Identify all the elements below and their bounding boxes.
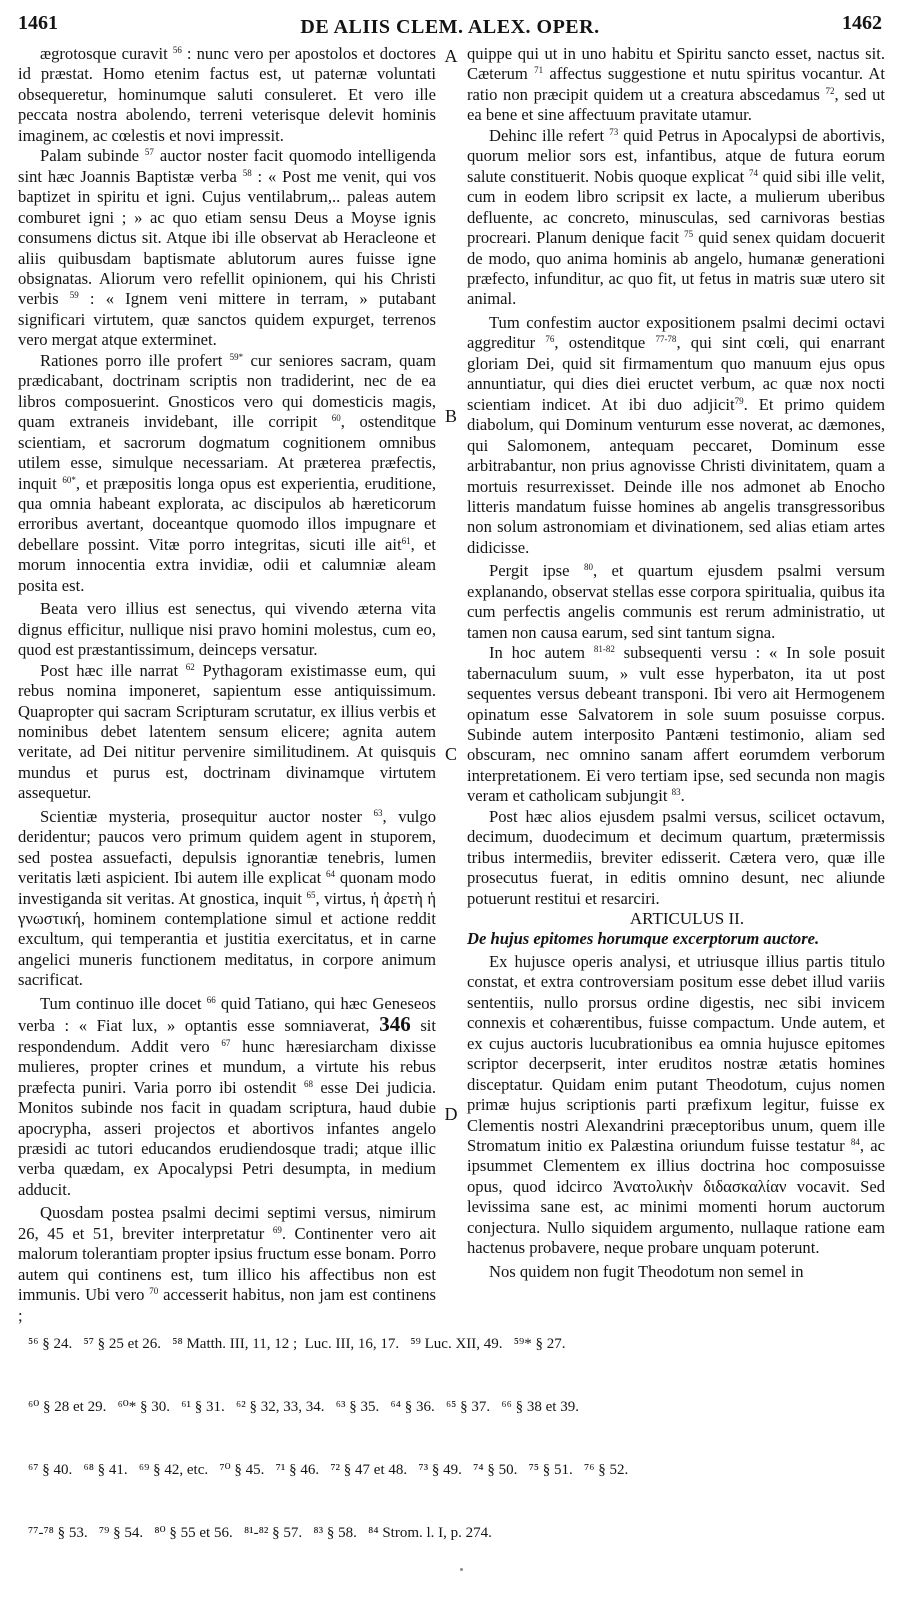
article-heading: ARTICULUS II.	[629, 909, 745, 929]
paragraph: ægrotosque curavit $^{56}$ : nunc vero per apostolos et doctores id præstat. Homo etenim factus est, ut paternæ voluntati obsequeretur, hominumque saluti consuleret. Et vero ille peccata nostra abolendo, terreni veterisque delevit hominis imaginem, ac cœlestis et novi impressit.	[18, 44, 436, 145]
paragraph: Quosdam postea psalmi decimi septimi versus, nimirum 26, 45 et 51, breviter interpretatur $^{69}$. Continenter vero ait malorum tolerantiam propter ipsius fructum esse bonam. Porro autem qui continens est, tum illico his affectibus non est immunis. Ubi vero $^{70}$ accesserit habitus, non jam est continens ;	[18, 1203, 436, 1325]
paragraph: Ex hujusce operis analysi, et utriusque illius partis titulo constat, et extra controversiam positum esse debet illud variis sententiis, nullo prorsus ordine digestis, nec sibi invicem connexis et cohærentibus, fuisse compactum. Unde autem, et ex cujus auctoris lucubrationibus ea omnia hujusce epitomes scriptor decerpserit, inter eruditos nostræ ætatis homines disceptatur. Quidam enim putant Theodotum, cujus nomen primæ hujus scriptionis parti præfixum legitur, fuisse ex Clementis nostri Alexandrini præceptoribus unum, quem ille Stromatum initio ex Palæstina oriundum fuisse testatur $^{84}$, ac ipsummet Clementem ex illius doctrina hoc composuisse opus, quod idcirco Ἀνατολικὴν διδασκαλίαν vocavit. Sed levissima sane est, ac minimi momenti horum auctorum conjectura. Nullo siquidem argumento, nullaque ratione eam hactenus probavere, neque probare unquam poterunt.	[467, 951, 885, 1258]
paragraph: Nos quidem non fugit Theodotum non semel in	[489, 1261, 804, 1281]
paragraph: Dehinc ille refert $^{73}$ quid Petrus in Apocalypsi de abortivis, quorum melior sors est, infantibus, atque de futura eorum salute constituerit. Nobis quoque explicat $^{74}$ quid sibi ille velit, cum in eodem libro scripsit ex lacte, a mulierum uberibus defluente, ac concreto, minusculas, sed carnivoras bestias procreari. Planum denique facit $^{75}$ quid senex quidam docuerit de modo, quo anima hominis ab angelo, humanæ generationi præfecto, infunditur, ac quo fit, ut fetus in matris suæ utero sit animal.	[467, 125, 886, 309]
page-signature-number: 346	[379, 1012, 411, 1037]
paragraph: Palam subinde $^{57}$ auctor noster facit quomodo intelligenda sint hæc Joannis Baptistæ verba $^{58}$ : « Post me venit, qui vos baptizet in spiritu et igni. Cujus ventilabrum,.. paleas autem comburet igni ; » ac quo etiam sensu Deus a Moyse ignis consumens dictus sit. Atque ibi ille observat ab Heracleone et aliis quibusdam baptismate ablutorum aures fuisse igne obsignatas. Aliorum vero refellit opinionem, qui his Christi verbis $^{59}$ : « Ignem veni mittere in terram, » putabant significari virtutem, quæ sanctos quidem expurget, terrenos vero mergat atque exterminet.	[18, 146, 436, 350]
paragraph: Tum confestim auctor expositionem psalmi decimi octavi aggreditur $^{76}$, ostenditque $^{77-78}$, qui sint cœli, qui enarrant gloriam Dei, quid sit firmamentum quo manuum ejus opus annuntiatur, qui dies diei eructet verbum, ac quæ nox nocti scientiam indicet. At ibi duo adjicit$^{79}$. Et primo quidem diabolum, qui Dominum venturum esse noverat, ac dæmones, qui Salomonem, antequam peccaret, Dominum esse arbitrabantur, non prius agnovisse Christi divinitatem, quam a mortuis resurrexisset. Deinde ille nos admonet ab Enocho litteris mandatum fuisse homines ab angelis transgressoribus non solum astronomiam et divinationem, sed alias etiam artes didicisse.	[467, 312, 886, 557]
margin-marker-b: B	[444, 406, 457, 426]
paragraph: Rationes porro ille profert $^{59*}$ cur seniores sacram, quam prædicabant, doctrinam scriptis non tradiderint, nec de ea libros composuerint. Gnosticos vero qui domesticis magis, quam extraneis invidebant, ille corripit $^{60}$, ostenditque scientiam, et sacrorum dogmatum cognitionem omnibus utilem esse, simulque necessariam. At præterea præfectis, inquit $^{60*}$, et præpositis longa opus est experientia, eruditione, qua omnia habeant explorata, ac discipulos ab hæreticorum erroribus avertant, doceantque quomodo illos impugnare et debellare possint. Vitæ porro integritas, sicuti ille ait$^{61}$, et morum innocentia extra invidiæ, odii et calumniæ aleam posita est.	[18, 350, 437, 595]
footnote-line: ⁵⁶ § 24. ⁵⁷ § 25 et 26. ⁵⁸ Matth. III, 11, 12 ; Luc. III, 16, 17. ⁵⁹ Luc. XII, 49. ⁵⁹* § 27.	[28, 1336, 566, 1352]
page-number-left: 1461	[18, 12, 58, 34]
footnote-line: ⁶⁷ § 40. ⁶⁸ § 41. ⁶⁹ § 42, etc. ⁷⁰ § 45. ⁷¹ § 46. ⁷² § 47 et 48. ⁷³ § 49. ⁷⁴ § 50. ⁷⁵ § 51. ⁷⁶ § 52.	[28, 1462, 629, 1478]
left-column	[18, 44, 437, 1325]
stray-dot	[460, 1568, 463, 1571]
footnotes	[28, 1292, 880, 1565]
page-header	[18, 8, 882, 40]
paragraph: Scientiæ mysteria, prosequitur auctor noster $^{63}$, vulgo deridentur; paucos vero primum quidem agent in stuporem, sed postea assuefacti, depulsis ignorantiæ tenebris, lumen veritatis læti aspicient. Ibi autem ille explicat $^{64}$ quonam modo investiganda sit veritas. At gnostica, inquit $^{65}$, virtus, ἡ ἀρετὴ ἡ γνωστική, hominem contemplatione simul et actione reddit excultum, qui temperantia et justitia exercitatus, et in carne angelici muneris functionem meditatus, in corpore animum sacrificat.	[18, 806, 436, 990]
paragraph: Pergit ipse $^{80}$, et quartum ejusdem psalmi versum explanando, observat stellas esse corpora spiritualia, quibus ita cum perfectis angelis communis est rerum administratio, ut tamen non causa earum, sed sint tantum signa.	[467, 561, 886, 642]
footnote-line: ⁶⁰ § 28 et 29. ⁶⁰* § 30. ⁶¹ § 31. ⁶² § 32, 33, 34. ⁶³ § 35. ⁶⁴ § 36. ⁶⁵ § 37. ⁶⁶ § 38 et 39.	[28, 1399, 579, 1415]
paragraph: quippe qui ut in uno habitu et Spiritu sancto esset, nactus sit. Cæterum $^{71}$ affectus suggestione et nutu spiritus vocantur. At ratio non præcipit quidem ut a creatura abscedamus $^{72}$, sed ut ea bene et sine affectuum pravitate utamur.	[467, 44, 885, 125]
paragraph: Post hæc alios ejusdem psalmi versus, scilicet octavum, decimum, duodecimum et decimum quartum, prætermissis tribus intermediis, breviter edisserit. Cætera vero, quæ ille prosecutus fuerat, in editis omnino desunt, nec aliunde potuerunt restitui et resarciri.	[467, 806, 885, 908]
margin-marker-c: C	[444, 744, 457, 764]
footnote-line: ⁷⁷-⁷⁸ § 53. ⁷⁹ § 54. ⁸⁰ § 55 et 56. ⁸¹-⁸² § 57. ⁸³ § 58. ⁸⁴ Strom. l. I, p. 274.	[28, 1525, 492, 1541]
margin-marker-d: D	[444, 1104, 458, 1124]
right-column	[467, 44, 885, 1282]
paragraph: In hoc autem $^{81-82}$ subsequenti versu : « In sole posuit tabernaculum suum, » vult esse hyperbaton, ita ut post sequentes versus debeant transponi. Ibi vero ait Hermogenem opinatum esse Salvatorem in sole suum posuisse corpus. Subinde autem interposito Pantæni testimonio, aliam sed obscuram, nec omnino sanam affert eorumdem verborum interpretationem. Ei vero tertiam ipse, sed secunda non magis veram et catholicam subjungit $^{83}$.	[467, 643, 885, 806]
margin-marker-a: A	[444, 46, 458, 66]
paragraph: Beata vero illius est senectus, qui vivendo æterna vita dignus efficitur, nullique nisi pravo homini molestus, cum eo, quod est præstantissimum, deinceps versatur.	[18, 599, 436, 660]
paragraph: Tum continuo ille docet $^{66}$ quid Tatiano, qui hæc Geneseos verba : « Fiat lux, » optantis esse somniaverat, 346 sit respondendum. Addit vero $^{67}$ hunc hæresiarcham dixisse mulieres, propter crines et mundum, a virtute his rebus præfecta puniri. Varia porro ibi ostendit $^{68}$ esse Dei judicia. Monitos subinde nos facit in quadam scriptura, haud dubie apocrypha, asseri projectos et abortivos infantes angelo præsidi ac tutori educandos erudiendosque tradi; atque illic verba quædam, ex Apocalypsi Petri desumpta, in medium adducit.	[18, 993, 436, 1199]
page-number-right: 1462	[842, 12, 882, 34]
paragraph: Post hæc ille narrat $^{62}$ Pythagoram existimasse eum, qui rebus nomina imponeret, sapientum esse antiquissimum. Quapropter qui sacram Scripturam scrutatur, ex illius verbis et nominibus debet latentem sensum elicere; agnita autem veritate, ad Dei nititur pervenire similitudinem. At quisquis mundus et purus est, doctrinam divinamque virtutem assequetur.	[18, 660, 436, 803]
article-title: De hujus epitomes horumque excerptorum auctore.	[467, 929, 820, 949]
running-title: DE ALIIS CLEM. ALEX. OPER.	[300, 16, 600, 38]
